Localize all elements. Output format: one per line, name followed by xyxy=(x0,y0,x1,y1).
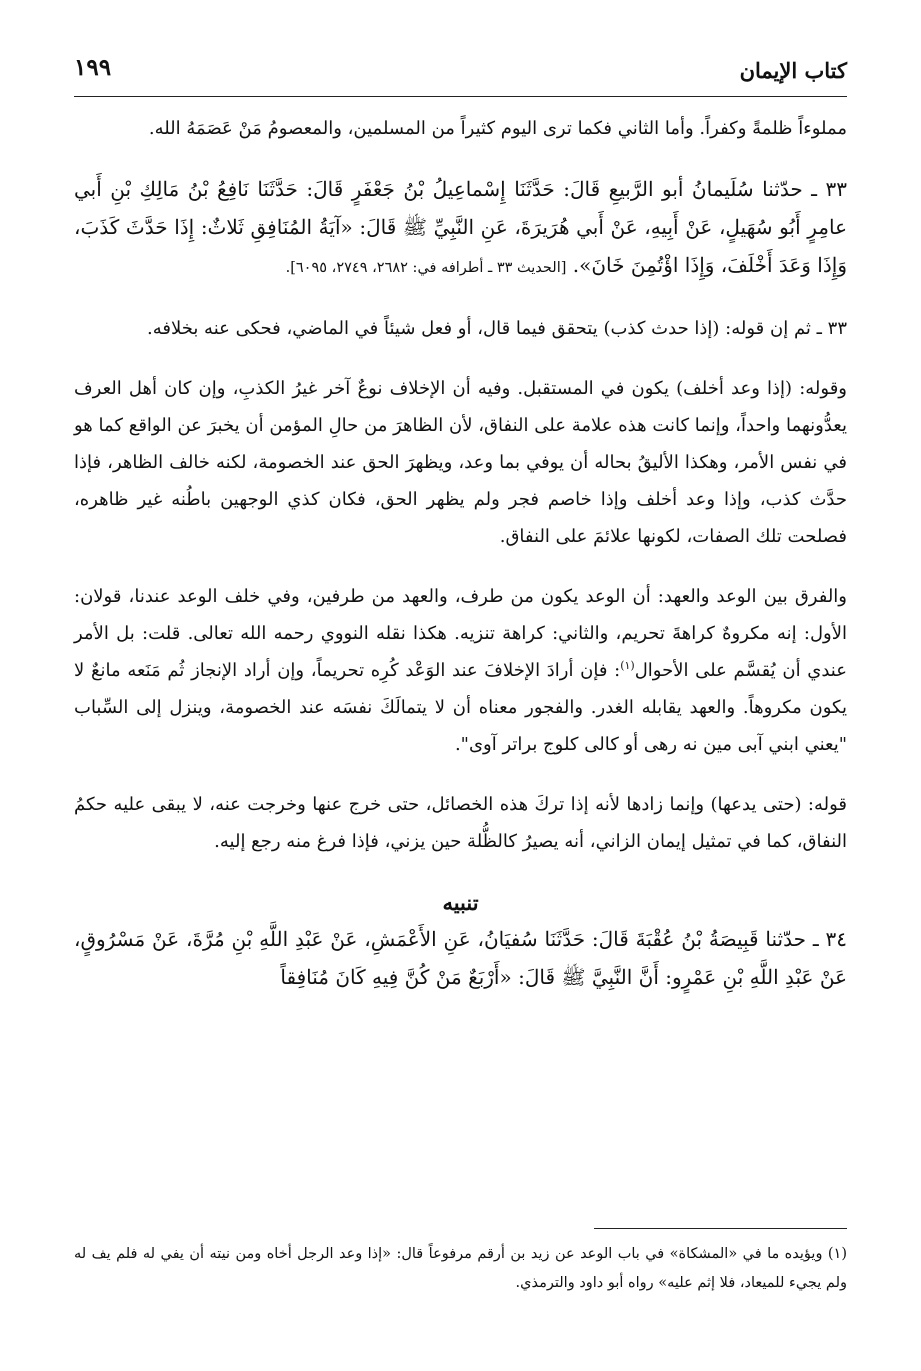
page-body xyxy=(74,110,847,996)
commentary-33: ٣٣ ـ ثم إن قوله: (إذا حدث كذب) يتحقق فيما قال، أو فعل شيئاً في الماضي، فحكى عنه بخلافه. xyxy=(146,318,847,339)
paragraph-intro: مملوءاً ظلمةً وكفراً. وأما الثاني فكما ترى اليوم كثيراً من المسلمين، والمعصومُ مَنْ عَصَمَهُ الله. xyxy=(148,118,847,139)
hadith-34: ٣٤ ـ حدّثنا قَبِيصَةُ بْنُ عُقْبَةَ قَالَ: حَدَّثَنَا سُفيَانُ، عَنِ الأَعْمَشِ، عَنْ عَبْدِ اللَّهِ بْنِ مُرَّةَ، عَنْ مَسْرُوقٍ، عَنْ عَبْدِ اللَّهِ بْنِ عَمْرٍو: أَنَّ النَّبِيَّ ﷺ قَالَ: «أَرْبَعٌ مَنْ كُنَّ فِيهِ كَانَ مُنَافِقاً xyxy=(74,927,847,989)
commentary-promise-vs-covenant xyxy=(74,578,847,763)
commentary-promise-part-1: والفرق بين الوعد والعهد: أن الوعد يكون من طرف، والعهد من طرفين، وفي خلف الوعد عندنا، قولان: الأول: إنه مكروهٌ كراهةَ تحريم، والثاني: كراهة تنزيه. هكذا نقله النووي رحمه الله تعالى. قلت: بل الأمر عندي أن يُقسَّم على الأحوال xyxy=(74,586,847,681)
commentary-promise-part-2: : فإن أرادَ الإخلافَ عند الوَعْد كُرِه تحريماً، وإن أراد الإنجاز ثُم مَنَعه مانعٌ لا يكون مكروهاً. والعهد يقابله الغدر. والفجور معناه أن لا يتمالَكَ نفسَه عند الخصومة، وينزل إلى السِّباب "يعني ابني آبى مين نه رهى أو كالى كلوج براتر آوى". xyxy=(74,660,847,755)
footnote-separator xyxy=(594,1228,847,1229)
hadith-33-text: ٣٣ ـ حدّثنا سُلَيمانُ أبو الرَّبيعِ قَالَ: حَدَّثَنَا إِسْماعِيلُ بْنُ جَعْفَرٍ قَالَ: حَدَّثَنَا نَافِعُ بْنُ مَالِكِ بْنِ أَبي عامِرٍ أَبُو سُهَيلٍ، عَنْ أَبِيهِ، عَنْ أَبي هُرَيرَةَ، عَنِ النَّبِيِّ ﷺ قَالَ: «آيَةُ المُنَافِقِ ثَلاثٌ: إِذَا حَدَّثَ كَذَبَ، وَإِذَا وَعَدَ أَخْلَفَ، وَإِذَا اؤْتُمِنَ خَانَ». xyxy=(74,177,847,277)
commentary-breaking-promise: وقوله: (إذا وعد أخلف) يكون في المستقبل. وفيه أن الإخلاف نوعٌ آخر غيرُ الكذبِ، وإن كان أهل العرف يعدُّونهما واحداً، وإنما كانت هذه علامة على النفاق، لأن الظاهرَ من حالِ المؤمن أن يخبرَ عن الواقع كما هو في نفس الأمر، وهكذا الأليقُ بحاله أن يوفي بما وعد، ويظهرَ الحق عند الخصومة، لكنه خالف الظاهر، فإذا حدَّث كذب، وإذا وعد أخلف وإذا خاصم فجر ولم يظهر الحق، فكان كذي الوجهين باطُنه غير ظاهره، فصلحت تلك الصفات، لكونها علائمَ على النفاق. xyxy=(74,378,847,547)
page-header xyxy=(74,52,847,97)
commentary-until-leaves: قوله: (حتى يدعها) وإنما زادها لأنه إذا تركَ هذه الخصائل، حتى خرج عنها وخرجت عنه، لا يبقى عليه حكمُ النفاق، كما في تمثيل إيمان الزاني، أنه يصيرُ كالظُّلة حين يزني، فإذا فرغ منه رجع إليه. xyxy=(74,794,847,852)
footnote-marker: (١) xyxy=(620,659,635,672)
footnote: (١) ويؤيده ما في «المشكاة» في باب الوعد عن زيد بن أرقم مرفوعاً قال: «إذا وعد الرجل أخاه ومن نيته أن يفي له فلم يف له ولم يجيء للميعاد، فلا إثم عليه» رواه أبو داود والترمذي. xyxy=(74,1246,847,1291)
hadith-33 xyxy=(74,170,847,287)
hadith-33-reference: [الحديث ٣٣ ـ أطرافه في: ٢٦٨٢، ٢٧٤٩، ٦٠٩٥]. xyxy=(285,260,567,276)
page-number: ١٩٩ xyxy=(74,54,112,81)
chapter-title: كتاب الإيمان xyxy=(739,58,847,83)
section-heading: تنبيه xyxy=(442,890,479,915)
